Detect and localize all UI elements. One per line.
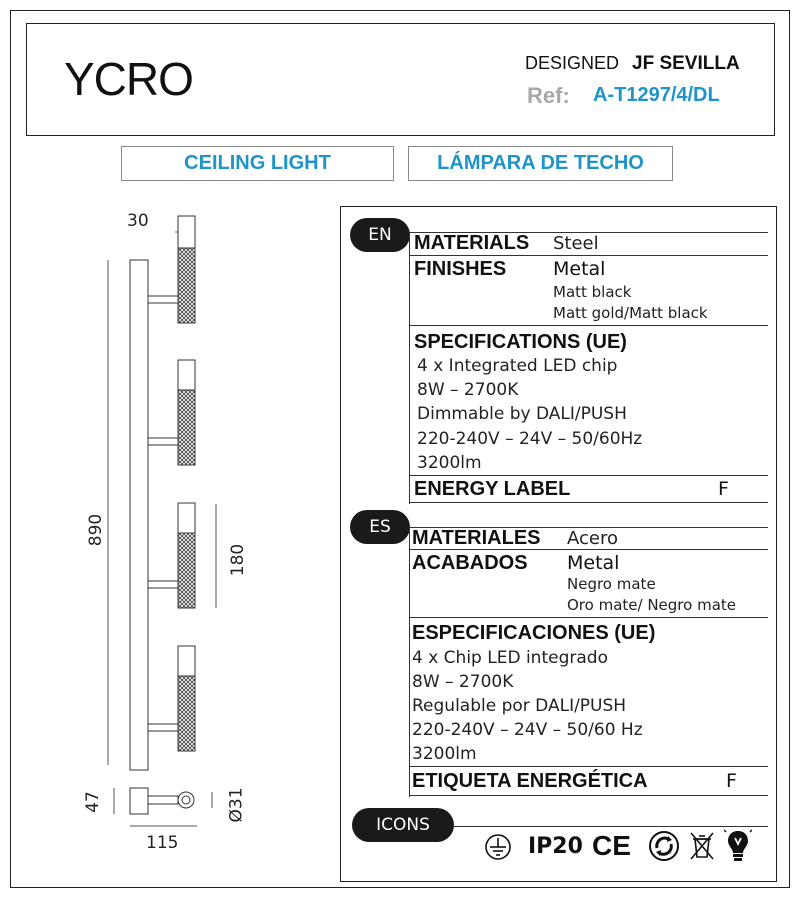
icons-tag: ICONS [352,808,454,842]
icons-rule [454,826,768,827]
en-energy-label: ENERGY LABEL [414,478,571,500]
dim-spot-height: 180 [228,543,249,577]
technical-drawing [70,200,340,880]
en-spec-4: 220-240V – 24V – 50/60Hz [417,429,643,449]
es-materials-value: Acero [567,528,618,549]
led-bulb-icon [724,828,752,864]
es-finishes-label: ACABADOS [412,552,528,574]
en-left-rule [409,232,410,504]
es-spec-2: 8W – 2700K [412,672,514,692]
es-finish-option-2: Oro mate/ Negro mate [567,596,736,614]
ce-mark-icon: CE [592,830,631,861]
dim-base-height: 47 [82,791,103,813]
dim-height-total: 890 [86,513,107,547]
category-es: LÁMPARA DE TECHO [408,146,673,181]
en-energy-value: F [718,478,729,500]
en-spec-3: Dimmable by DALI/PUSH [417,404,627,424]
es-spec-4: 220-240V – 24V – 50/60 Hz [412,720,643,740]
main-rail [130,260,148,770]
en-finish-option-1: Matt black [553,283,632,301]
en-spec-5: 3200lm [417,453,482,473]
en-spec-2: 8W – 2700K [417,380,519,400]
en-finishes-value: Metal [553,258,606,280]
spotlight-4 [148,646,195,751]
en-bottom-rule [410,502,768,503]
en-materials-value: Steel [553,233,599,254]
dim-diameter: Ø31 [226,787,247,823]
spotlight-2 [148,360,195,465]
en-spec-1: 4 x Integrated LED chip [417,356,618,376]
designer-name: JF SEVILLA [632,53,740,74]
en-tag: EN [350,218,410,252]
dim-width-bottom: 115 [146,833,179,853]
ref-label: Ref: [527,83,570,108]
es-rule-1 [410,549,768,550]
base-side-view [130,788,194,814]
es-finish-option-1: Negro mate [567,575,656,593]
en-rule-3 [410,475,768,476]
product-name: YCRO [64,53,193,105]
es-bottom-rule [410,795,768,796]
es-spec-3: Regulable por DALI/PUSH [412,696,627,716]
spotlight-3 [148,503,195,608]
category-en: CEILING LIGHT [121,146,394,181]
en-materials-label: MATERIALS [414,232,530,254]
es-spec-5: 3200lm [412,744,477,764]
en-rule-2 [410,325,768,326]
en-finishes-label: FINISHES [414,258,507,280]
designed-label: DESIGNED [525,53,620,73]
es-energy-value: F [726,770,737,792]
es-rule-2 [410,617,768,618]
es-spec-1: 4 x Chip LED integrado [412,648,608,668]
es-rule-3 [410,766,768,767]
es-materials-label: MATERIALES [412,527,541,549]
spotlight-1 [148,216,195,323]
ip20-icon: IP20 [528,834,583,859]
recycle-icon [648,830,680,862]
es-finishes-value: Metal [567,552,620,574]
en-spec-label: SPECIFICATIONS (UE) [414,331,627,353]
en-rule-1 [410,255,768,256]
es-left-rule [409,527,410,797]
es-energy-label: ETIQUETA ENERGÉTICA [412,770,648,792]
ground-icon [484,832,512,862]
en-finish-option-2: Matt gold/Matt black [553,304,708,322]
es-tag: ES [350,510,410,544]
es-spec-label: ESPECIFICACIONES (UE) [412,622,656,644]
weee-bin-icon [688,830,716,862]
ref-value: A-T1297/4/DL [593,84,720,106]
dim-width-top: 30 [127,211,149,231]
